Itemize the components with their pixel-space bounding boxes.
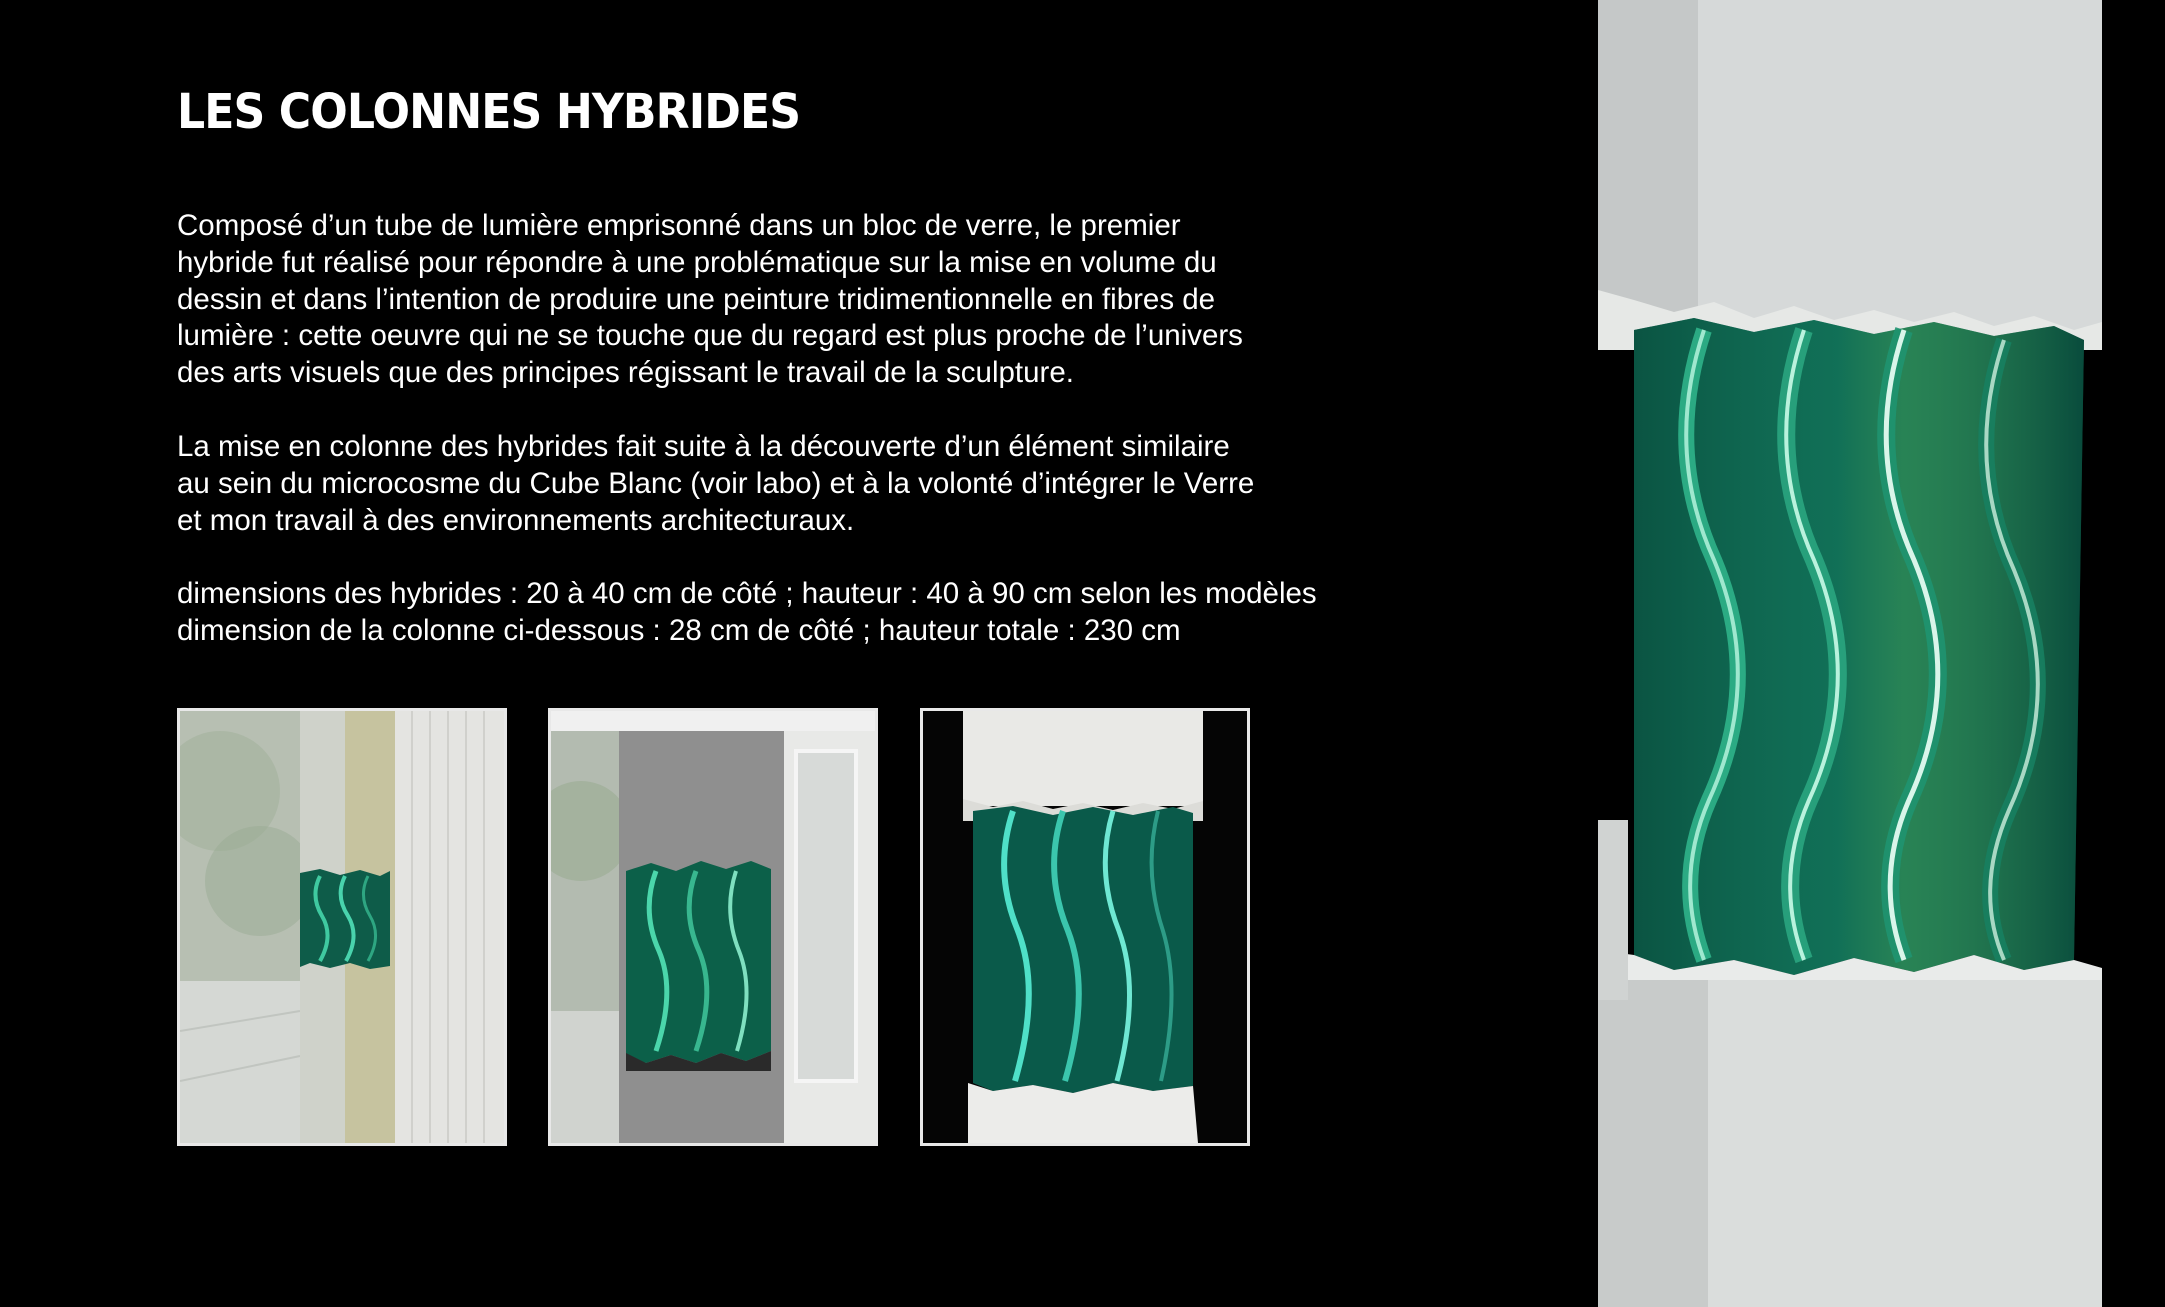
paragraph-line: et mon travail à des environnements architecturaux. [177, 503, 855, 537]
dimensions-line: dimensions des hybrides : 20 à 40 cm de côté ; hauteur : 40 à 90 cm selon les modèles [177, 577, 1317, 610]
paragraph-line: des arts visuels que des principes régissant le travail de la sculpture. [177, 356, 1074, 390]
paragraph-line: au sein du microcosme du Cube Blanc (voir labo) et à la volonté d’intégrer le Verre [177, 466, 1255, 500]
page-title: LES COLONNES HYBRIDES [177, 84, 801, 140]
main-column-photo [1594, 0, 2165, 1307]
paragraph-line: Composé d’un tube de lumière emprisonné dans un bloc de verre, le premier [177, 209, 1181, 242]
column-paragraph [177, 429, 1477, 539]
description-paragraph [177, 208, 1477, 392]
paragraph-line: lumière : cette oeuvre qui ne se touche que du regard est plus proche de l’univers [177, 319, 1243, 353]
thumbnail-photo-1[interactable] [177, 708, 507, 1146]
dimensions-line: dimension de la colonne ci-dessous : 28 cm de côté ; hauteur totale : 230 cm [177, 613, 1181, 647]
paragraph-line: hybride fut réalisé pour répondre à une problématique sur la mise en volume du [177, 245, 1217, 279]
thumbnail-photo-2[interactable] [548, 708, 878, 1146]
column-photo-window [180, 711, 504, 1143]
column-photo-dark [923, 711, 1247, 1143]
thumbnail-photo-3[interactable] [920, 708, 1250, 1146]
paragraph-line: La mise en colonne des hybrides fait suite à la découverte d’un élément similaire [177, 430, 1230, 463]
hybrid-column-closeup [1594, 0, 2165, 1307]
dimensions-paragraph [177, 576, 1477, 650]
column-photo-grey [551, 711, 875, 1143]
paragraph-line: dessin et dans l’intention de produire une peinture tridimentionnelle en fibres de [177, 282, 1216, 316]
